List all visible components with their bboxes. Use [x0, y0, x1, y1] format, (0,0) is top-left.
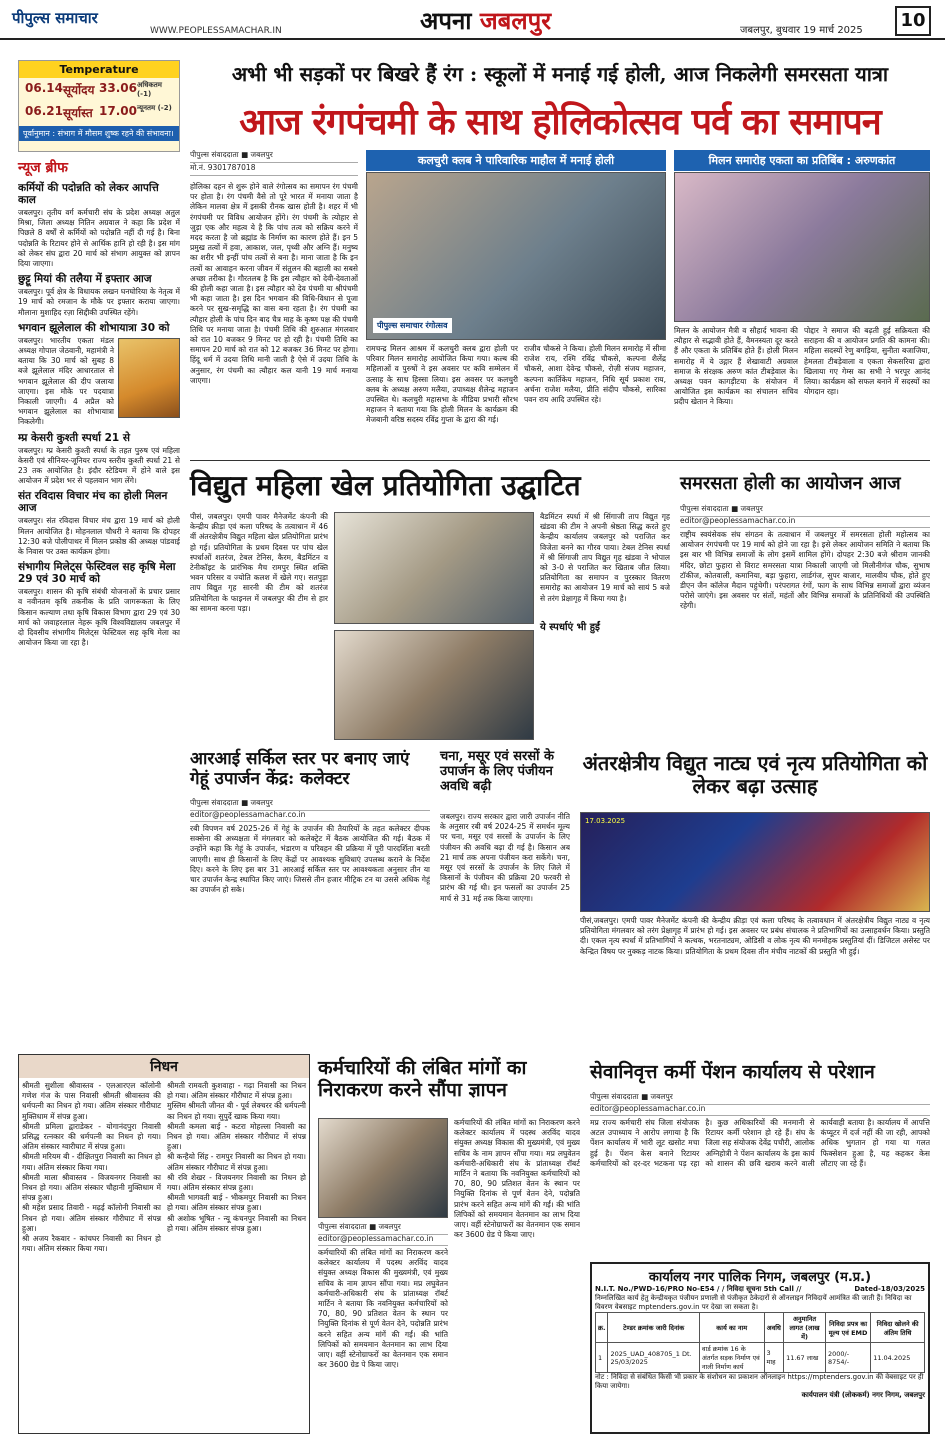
photo-caption-4: पोद्दार ने समाज की बढ़ती हुई सक्रियता की सराहना की व आयोजन प्रगति की कामना की। महिला सदस्यों रेणु बगड़िया, सुनीता बजाजिया, हेमलता टीबड़ेवाला व एकता सेकसरिया द्वारा खिलाया गए गेम्स का सभी ने भरपूर आनंद लिया। कार्यक्रम को सफल बनाने में सदस्यों का योगदान रहा। [804, 326, 930, 397]
pension-byline: पीपुल्स संवाददाता ■ जबलपुर [590, 1092, 930, 1105]
dateline: जबलपुर, बुधवार 19 मार्च 2025 [740, 25, 863, 36]
masthead [0, 0, 945, 40]
tender-cell: 2000/- 8754/- [825, 1343, 870, 1373]
tender-col: क्र. [596, 1313, 608, 1343]
weather-title: Temperature [19, 61, 179, 78]
brief-title[interactable]: संत रविदास विचार मंच का होली मिलन आज [18, 490, 168, 515]
photo-band-1: कलचुरी क्लब ने पारिवारिक माहौल में मनाई होली [366, 150, 666, 171]
table-row [596, 1343, 925, 1373]
sunrise-label: सूर्योदय [62, 83, 95, 97]
tender-col: टेण्डर क्रमांक जारी दिनांक [608, 1313, 699, 1343]
obituary-item: श्री कन्हैयो सिंह - रामपुर निवासी का निधन हो गया। अंतिम संस्कार गौरीघाट में संपन्न हुआ। [167, 1152, 306, 1172]
weather-row-sunrise [19, 78, 179, 101]
workers-byline: पीपुल्स संवाददाता ■ जबलपुर [318, 1222, 448, 1235]
news-brief-label: न्यूज ब्रीफ [18, 160, 68, 176]
tender-header-row [596, 1313, 925, 1343]
wheat-email[interactable]: editor@peoplessamachar.co.in [190, 810, 430, 822]
obituary-list [19, 1078, 309, 1428]
pension-headline[interactable]: सेवानिवृत्त कर्मी पेंशन कार्यालय से परेशान [590, 1061, 875, 1083]
brief-text: जबलपुर। म्प्र केसरी कुश्ती स्पर्धा के तहत पुरुष एवं महिला केसरी एवं सीनियर-जूनियर राज्य स्तरीय कुश्ती स्पर्धा 21 से 23 तक आयोजित है। इंदौर स्टेडियम में होने वाले इस आयोजन में प्रदेश भर से पहलवान भाग लेंगे। [18, 445, 180, 486]
pension-email[interactable]: editor@peoplessamachar.co.in [590, 1104, 930, 1116]
newspaper-logo[interactable]: पीपुल्स समाचार [12, 9, 98, 27]
tender-cell: 1 [596, 1343, 608, 1373]
section-title-a: अपना [420, 6, 472, 35]
wheat-headline[interactable]: आरआई सर्किल स्तर पर बनाए जाएं गेहूं उपार्जन केंद्र: कलेक्टर [190, 749, 410, 789]
lead-mobile: मो.नं. 9301787018 [190, 163, 358, 176]
sunrise-time: 06.14 [25, 81, 63, 95]
workers-email[interactable]: editor@peoplessamachar.co.in [318, 1234, 448, 1246]
samrasta-headline[interactable]: समरसता होली का आयोजन आज [680, 473, 901, 494]
sports-body: पीसं, जबलपुर। एमपी पावर मैनेजमेंट कंपनी की केन्द्रीय क्रीड़ा एवं कला परिषद के तत्वाधान में 46 वीं अंतरक्षेत्रीय विद्युत महिला खेल प्रतियोगिता प्रारंभ हो गई। प्रतियोगिता के प्रथम दिवस पर पांच खेल स्पर्धाओं शतरंज, टेबल टेनिस, कैरम, बैडमिंटन व टेनीकॉइट के प्रारंभिक मैच रामपुर स्थित शक्ति भवन परिसर व ज्योति कलश में खेले गए। सतपुड़ा ताप विद्युत गृह सारनी की टीम को शतरंज प्रतियोगिता के फाइनल में जबलपुर की टीम से हार का सामना करना पड़ा। [190, 512, 328, 613]
tender-table [595, 1312, 925, 1373]
lead-kicker: अभी भी सड़कों पर बिखरे हैं रंग : स्कूलों में मनाई गई होली, आज निकलेगी समरसता यात्रा [231, 62, 889, 86]
weather-forecast: पूर्वानुमान : संभाग में मौसम शुष्क रहने की संभावना। [19, 126, 179, 141]
drama-headline[interactable]: अंतरक्षेत्रीय विद्युत नाट्य एवं नृत्य प्रतियोगिता को लेकर बढ़ा उत्साह [582, 751, 928, 798]
weather-box [18, 60, 180, 152]
tender-ref: N.I.T. No./PWD-16/PRO No-E54 / / निविदा सूचना 5th Call // [595, 1285, 802, 1293]
lead-body: होलिका दहन से शुरू होने वाले रंगोत्सव का समापन रंग पंचमी पर होता है। रंग पंचमी वैसे तो पूरे भारत में मनाया जाता है लेकिन मालवा क्षेत्र में इसकी रौनक खास होती है। शहर में भी रंगपंचमी पर विविध आयोजन होंगे। रंग पंचमी के त्योहार से जुड़ा एक और महत्व ये है कि पांच तत्व को सक्रिय करने में मदद करता है जो ब्रह्मांड के निर्माण का कारण होते हैं। इन 5 प्रमुख तत्वों में हवा, आकाश, जल, पृथ्वी और अग्नि हैं। मनुष्य का शरीर भी इन्हीं पांच तत्वों से बना है। माना जाता है कि इन तत्वों का आवाहन करना जीवन में संतुलन की बहाली का सबसे अच्छा तरीका है। गौरतलब है कि इस त्यौहार को देवी-देवताओं की होली कहा जाता है। इस त्यौहार को देव पंचमी या श्रीपंचमी भी कहा जाता है। इस दिन भगवान की विधि-विधान से पूजा करने पर सुख-समृद्धि का वास बना रहता है। रंग पंचमी का त्यौहार होली के पांच दिन बाद चैत्र माह के कृष्ण पक्ष की पंचमी तिथि पर मनाया जाता है। पंचमी तिथि की शुरुआत मंगलवार को रात 10 बजकर 9 मिनट पर हो रही है। पंचमी तिथि का समापन 20 मार्च को रात को 12 बजकर 36 मिनट पर होगा। हिंदू धर्म में उदया तिथि मानी जाती है ऐसे में उदया तिथि के अनुसार, रंग पंचमी का त्यौहार कल यानी 19 मार्च मनाया जाएगा। [190, 182, 358, 385]
divider [190, 460, 930, 461]
tender-col: अवधि [764, 1313, 784, 1343]
tender-footer: नोट : निविदा से संबंधित किसी भी प्रकार के संशोधन का प्रकाशन ऑनलाइन https://mptenders.gov.in की वेबसाइट पर ही किया जायेगा। [595, 1373, 924, 1390]
tender-col: कार्य का नाम [699, 1313, 764, 1343]
website-link[interactable]: WWW.PEOPLESSAMACHAR.IN [150, 26, 282, 36]
section-title-b: जबलपुर [479, 6, 552, 35]
tender-date: Dated-18/03/2025 [854, 1285, 925, 1293]
brief-title[interactable]: म्प्र केसरी कुश्ती स्पर्धा 21 से [18, 431, 130, 444]
tender-cell: 2025_UAD_408705_1 Dt. 25/03/2025 [608, 1343, 699, 1373]
inauguration-photo [334, 630, 534, 740]
brief-title[interactable]: छुट्टू मियां की तलैया में इफ्तार आज [18, 273, 152, 286]
obituary-item: श्रीमती सुशीला श्रीवास्तव - एलआरएल कॉलोनी गणेश गंज के पास निवासी श्रीमती श्रीवास्तव की धर्मपत्नी का निधन हो गया। अंतिम संस्कार गौरीघाट मुक्तिधाम में संपन्न हुआ। [22, 1081, 161, 1121]
weather-row-sunset [19, 101, 179, 124]
tender-col: अनुमानित लागत (लाख में) [784, 1313, 826, 1343]
max-temp: 33.06 [99, 81, 137, 95]
obituary-item: मुस्लिम श्रीमती जीनत बी - पूर्व लेक्चरर की धर्मपत्नी का निधन हो गया। सुपुर्दे खाक किया गया। [167, 1101, 307, 1121]
obituary-item: श्रीमती प्रमिला द्वाराडेकर - योगानंदपुरा निवासी प्रसिद्ध रत्नकार की धर्मपत्नी का निधन हो गया। अंतिम संस्कार ग्वारीघाट में संपन्न हुआ। [22, 1121, 161, 1152]
lead-byline: पीपुल्स संवाददाता ■ जबलपुर [190, 150, 358, 163]
lead-byline-block [190, 150, 358, 176]
memorandum-photo [318, 1118, 448, 1218]
tender-cell: 3 माह [764, 1343, 784, 1373]
brief-text: जबलपुर। पूर्व क्षेत्र के विधायक लखन घनघोरिया के नेतृत्व में 19 मार्च को रमजान के मौके पर इफ्तार कराया जाएगा। मौलाना मुशाहिद रज़ा सिद्दीकी उपस्थित रहेंगे। [18, 287, 180, 317]
obituary-item: श्री अशोक भूषित - न्यू कंचनपुर निवासी का निधन हो गया। अंतिम संस्कार संपन्न हुआ। [167, 1213, 306, 1233]
brief-text: जबलपुर। संत रविदास विचार मंच द्वारा 19 मार्च को होली मिलन आयोजित है। मोहनलाल चौधरी ने बताया कि दोपहर 12:30 बजे पोलीपाथर में मिलन प्रकोष्ठ की अध्यक्ष पांडवाई के निवास पर उक्त कार्यक्रम होगा। [18, 516, 180, 557]
photo-band-2: मिलन समारोह एकता का प्रतिबिंब : अरुणकांत [674, 150, 930, 171]
wheat-byline: पीपुल्स संवाददाता ■ जबलपुर [190, 798, 430, 811]
sports-subhead: ये स्पर्धाएं भी हुईं [540, 622, 600, 633]
chana-headline[interactable]: चना, मसूर एवं सरसों के उपार्जन के लिए पंजीयन अवधि बढ़ी [440, 749, 555, 794]
obituary-item: श्री महेश प्रसाद तिवारी - मढ़ई कॉलोनी निवासी का निधन हो गया। अंतिम संस्कार गौरीघाट में संपन्न हुआ। [22, 1203, 161, 1233]
tender-org: कार्यालय नगर पालिक निगम, जबलपुर (म.प्र.) [648, 1270, 872, 1285]
obituary-item: श्रीमती रामवती कुशवाहा - गढ़ा निवासी का निधन हो गया। अंतिम संस्कार गौरीघाट में संपन्न हुआ। [167, 1081, 306, 1101]
samrasta-email[interactable]: editor@peoplessamachar.co.in [680, 516, 930, 528]
photo-caption-1: रामचन्द्र मिलन आश्रम में कलचुरी क्लब द्वारा होली पर परिवार मिलन समारोह आयोजित किया गया। कल्ब की महिलाओं व पुरुषों ने इस अवसर पर कवि सम्मेलन में उत्साह के साथ हिस्सा लिया। इस अवसर पर कलचुरी क्लब के अध्यक्ष अरुण मलैया, उपाध्यक्ष शैलेन्द्र महाजन उपस्थित थे। कलचुरी महासभा के मीडिया प्रभारी सौरभ महाजन ने बताया गया कि होली मिलन के कार्यक्रम की मेजबानी वरिष्ठ सदस्य रविंद्र गुप्ता के द्वारा की गई। [366, 344, 518, 425]
obituary-item: श्री रवि शेखर - विजयनगर निवासी का निधन हो गया। अंतिम संस्कार संपन्न हुआ। [167, 1172, 306, 1193]
tender-cell: 11.04.2025 [871, 1343, 925, 1373]
sports-headline[interactable]: विद्युत महिला खेल प्रतियोगिता उद्घाटित [190, 469, 581, 502]
brief-title[interactable]: कर्मियों की पदोन्नति को लेकर आपत्ति काल [18, 182, 159, 206]
chess-photo [334, 512, 534, 624]
samrasta-byline: पीपुल्स संवाददाता ■ जबलपुर [680, 504, 930, 517]
brief-text: जबलपुर। तृतीय वर्ग कर्मचारी संघ के प्रदेश अध्यक्ष अतुल मिश्रा, जिला अध्यक्ष नितिन अग्रवाल ने कहा कि प्रदेश में पिछले 8 वर्षों से कर्मियों को पदोन्नति नहीं दी गई है। बिना पदोन्नति के रिटायर होने से आर्थिक हानि हो रही है। इस मांग को लेकर संघ द्वारा 20 मार्च को संभाग आयुक्त को ज्ञापन दिया जाएगा। [18, 208, 180, 269]
brief-title[interactable]: संभागीय मिलेट्स फेस्टिवल सह कृषि मेला 29 एवं 30 मार्च को [18, 561, 176, 586]
samrasta-body: राष्ट्रीय स्वयंसेवक संघ संगठन के तत्वाधान में जबलपुर में समरसता होली महोत्सव का आयोजन रंगपंचमी पर 19 मार्च को होने जा रहा है। इसे लेकर आयोजन समिति ने बताया कि इस बार भी विभिन्न समाजों के लोग इसमें शामिल होंगे। दोपहर 2:30 बजे श्रीराम जानकी मंदिर, छोटा फुहारा से विराट समरसता यात्रा निकाली जाएगी जो मिलौनीगंज चौक, सुभाष टॉकीज, कोतवाली, कमानिया, बड़ा फुहारा, लार्डगंज, सुपर बाजार, मालवीय चौक, होते हुए डीएन जैन कॉलेज मैदान पहुंचेगी। परंपरागत रंगों, फाग के साथ विभिन्न समाजों द्वारा व्यंजन परोसे जाएंगे। इस अवसर पर संतों, महंतों और विभिन्न समाजों के प्रतिनिधियों की उपस्थिति रहेगी। [680, 530, 930, 611]
brief-text: जबलपुर। भारतीय एकता मंडल अध्यक्ष गोपाल जेठवानी, महामंत्री ने बताया कि 30 मार्च को सुबह 8 बजे झूलेलाल मंदिर आधारताल से भगवान झूलेलाल की दीप जलाया जाएगा। इस मौके पर पदयात्रा निकाली जाएगी। 4 अप्रैल को भगवान झूलेलाल का शोभायात्रा निकलेगी। [18, 335, 114, 427]
obituary-item: श्रीमती भागवती बाई - भीकमपुर निवासी का निधन हो गया। अंतिम संस्कार संपन्न हुआ। [167, 1193, 306, 1213]
photo-caption-2: राजीव चौकसे ने किया। होली मिलन समारोह में सीमा राजेश राय, रश्मि रविंद्र चौकसे, कल्पना शैलेंद्र चौकसे, आशा देवेन्द्र चौकसे, रोज़ी संजय महाजन, कल्पना कार्तिकेय महाजन, निधि सूर्य प्रकाश राय, अर्चना राजेश मलैया, प्रीति संदीप चौकसे, सारिका पवन राय आदि उपस्थित रहे। [524, 344, 666, 405]
news-brief-column [18, 178, 180, 1048]
tender-col: निविदा खोलने की अंतिम तिथि [871, 1313, 925, 1343]
sunset-time: 06.21 [25, 104, 63, 118]
obituary-item: श्रीमती माला श्रीवास्तव - विजयनगर निवासी का निधन हो गया। अंतिम संस्कार चौहानी मुक्तिधाम में संपन्न हुआ। [22, 1172, 161, 1203]
min-temp: 17.00 [99, 104, 137, 118]
brief-title[interactable]: भगवान झूलेलाल की शोभायात्रा 30 को [18, 321, 170, 334]
tender-cell: 11.67 लाख [784, 1343, 826, 1373]
tender-ref-row [595, 1285, 925, 1294]
page-number: 10 [895, 6, 931, 36]
chana-body: जबलपुर। राज्य सरकार द्वारा जारी उपार्जन नीति के अनुसार रबी वर्ष 2024-25 में समर्थन मूल्य पर चना, मसूर एवं सरसों के उपार्जन के लिए पंजीयन की अवधि बढ़ा दी गई है। किसान अब 21 मार्च तक अपना पंजीयन करा सकेंगे। चना, मसूर एवं सरसों के उपार्जन के लिए जिले में किसानों के पंजीयन की प्रक्रिया 20 फरवरी से प्रारंभ की गई थी। इन फसलों का उपार्जन 25 मार्च से 31 मई तक किया जाएगा। [440, 812, 570, 903]
obituary-item: श्रीमती कमला बाई - कटरा मोहल्ला निवासी का निधन हो गया। अंतिम संस्कार गौरीघाट में संपन्न हुआ। [167, 1121, 306, 1152]
sunset-label: सूर्यास्त [62, 106, 93, 120]
lead-headline[interactable]: आज रंगपंचमी के साथ होलिकोत्सव पर्व का समापन [239, 101, 881, 143]
workers-body-1: कर्मचारियों की लंबित मांगों का निराकरण करने कलेक्टर कार्यालय में पदस्थ अरविंद यादव संयुक्त अध्यक्ष विकास की मुख्यमंत्री, एवं मुख्य सचिव के नाम ज्ञापन सौंपा गया। मप्र लघुवेतन कर्मचारी-अधिकारी संघ के प्रांताध्यक्ष रॉबर्ट मार्टिन ने बताया कि नवनियुक्त कर्मचारियों को 70, 80, 90 प्रतिशत वेतन के स्थान पर नियुक्ति दिनांक से पूर्ण वेतन देने, पदोन्नति प्रारंभ करने सहित अन्य मांगें की गईं। की भांति लिपिकों को समयमान वेतनमान का लाभ दिया जाए। वहीं स्टेनोग्राफरों का वेतनमान एक समान कर 3600 ग्रेड पे किया जाए। [318, 1248, 448, 1370]
obituary-item: श्रीमती मरियम बी - दीक्षितपुरा निवासी का निधन हो गया। अंतिम संस्कार किया गया। [22, 1152, 161, 1172]
workers-body-2: कर्मचारियों की लंबित मांगों का निराकरण करने कलेक्टर कार्यालय में पदस्थ अरविंद यादव संयुक्त अध्यक्ष विकास की मुख्यमंत्री, एवं मुख्य सचिव के नाम ज्ञापन सौंपा गया। मप्र लघुवेतन कर्मचारी-अधिकारी संघ के प्रांताध्यक्ष रॉबर्ट मार्टिन ने बताया कि नवनियुक्त कर्मचारियों को 70, 80, 90 प्रतिशत वेतन के स्थान पर नियुक्ति दिनांक से पूर्ण वेतन देने, पदोन्नति प्रारंभ करने सहित अन्य मांगें की गईं। की भांति लिपिकों को समयमान वेतनमान का लाभ दिया जाए। वहीं स्टेनोग्राफरों का वेतनमान एक समान कर 3600 ग्रेड पे किया जाए। [454, 1118, 580, 1240]
max-temp-label: अधिकतम (-1) [136, 81, 162, 98]
kalchuri-club-photo [366, 172, 666, 340]
pension-body: मप्र राज्य कर्मचारी संघ जिला संयोजक अटल उपाध्याय ने आरोप लगाया है कि पेंशन कार्यालय में भारी लूट खसोट मचा हुई है। पेंशन केस बनाने रिटायर कर्मचारियों को दर-दर भटकना पड़ रहा है। कुछ अधिकारियों की मनमानी से रिटायर कर्मी परेशान हो रहे हैं। संघ के जिला सह संयोजक देवेंद्र पचौरी, आलोक अग्निहोत्री ने पेंशन कार्यालय के इस कार्य को शासन की छवि खराब करने वाली कार्यवाही बताया है। कार्यालय में आपत्ति कंप्यूटर में दर्ज नहीं की जा रही, आपको अधिक भुगतान हो गया या गलत फिक्सेशन हुआ है, यह कहकर केस लौटाए जा रहे हैं। [590, 1118, 930, 1168]
jhulelal-image [118, 338, 180, 418]
sports-body-2: बैडमिंटन स्पर्धा में श्री सिंगाजी ताप विद्युत गृह खंडवा की टीम ने अपनी श्रेष्ठता सिद्ध करते हुए केन्द्रीय कार्यालय जबलपुर को पराजित कर विजेता बनने का गौरव पाया। टेबल टेनिस स्पर्धा में श्री सिंगाजी ताप विद्युत गृह खंडवा ने भोपाल को 3-0 से पराजित कर खिताब जीत लिया। प्रतियोगिता का समापन व पुरस्कार वितरण समारोह का आयोजन 19 मार्च को सायं 5 बजे से तरंग प्रेक्षागृह में किया गया है। [540, 512, 670, 603]
obituary-item: श्री अजय रैकवार - कांचघर निवासी का निधन हो गया। अंतिम संस्कार किया गया। [22, 1234, 161, 1254]
workers-headline[interactable]: कर्मचारियों की लंबित मांगों का निराकरण करने सौंपा ज्ञापन [318, 1057, 527, 1101]
dance-photo [580, 812, 930, 912]
tender-col: निविदा प्रपत्र का मूल्य एवं EMD [825, 1313, 870, 1343]
wheat-body: रबी विपणन वर्ष 2025-26 में गेहूं के उपार्जन की तैयारियों के तहत कलेक्टर दीपक सक्सेना की अध्यक्षता में मंगलवार को कलेक्ट्रेट में बैठक आयोजित की गई। बैठक में उन्होंने कहा कि गेहूं के उपार्जन, भंडारण व परिवहन की प्रक्रिया में पूरी पारदर्शिता बरती जाएगी। साथ ही किसानों के लिए केंद्रों पर आवश्यक सुविधाएं उपलब्ध कराने के निर्देश दिए। करने के लिए इस बार 31 आरआई सर्किल स्तर पर आवश्यकता अनुसार तीन या चार उपार्जन केन्द्र स्थापित किए जाएं। जिससे तीन हजार मीट्रिक टन या उससे अधिक गेहूं का उपार्जन हो सके। [190, 824, 430, 895]
min-temp-label: न्यूनतम (-2) [136, 104, 172, 112]
obituary-box [18, 1054, 310, 1434]
photo-caption-3: मिलन के आयोजन मैत्री व सौहार्द भावना की त्यौहार से सद्भावी होते हैं, वैमनस्यता दूर करते हैं और एकता के प्रतिबिंब होते हैं। होली मिलन समारोह में ये उद्गार हैं शेखावाटी अग्रवाल समाज के संरक्षक अरुण कांत टीबड़ेवाल के। अध्यक्ष पवन कागड़ीटया के संयोजन में आयोजित इस कार्यक्रम का संचालन सचिव प्रदीप खेतान ने किया। [674, 326, 798, 407]
tender-intro: निम्नलिखित कार्य हेतु केन्द्रीयकृत पंजीयन प्रणाली से पंजीकृत ठेकेदारों से ऑनलाइन निविदायें आमंत्रित की जाती हैं। निविदा का विवरण वेबसाइट mptenders.gov.in पर देखा जा सकता है। [595, 1294, 912, 1311]
drama-body: पीसं,जबलपुर। एमपी पावर मैनेजमेंट कंपनी की केन्द्रीय क्रीड़ा एवं कला परिषद के तत्वावधान में अंतरक्षेत्रीय विद्युत नाट्य व नृत्य प्रतियोगिता मंगलवार को तरंग प्रेक्षागृह में प्रारंभ हो गई। इस अवसर पर प्रबंध संचालक ने प्रतिभागियों का उत्साहवर्धन किया। प्रस्तुति दी। एकल नृत्य स्पर्धा में प्रतिभागियों ने कत्थक, भरतनाट्यम, ओडिसी व लोक नृत्य की मनमोहक प्रस्तुतियां दीं। डिजिटल असेस्ट पर केन्द्रित विषय पर नुक्कड़ नाटक किया। प्रतियोगिता के प्रथम दिवस तीन मंचीय नाटकों की प्रस्तुति भी हुई। [580, 916, 930, 956]
photo-date: 17.03.2025 [585, 817, 626, 825]
obituary-title: निधन [19, 1055, 309, 1078]
tender-signature: कार्यपालन यंत्री (लोककर्म) नगर निगम, जबलपुर [801, 1391, 925, 1399]
photo-tag: पीपुल्स समाचार रंगोत्सव [373, 318, 452, 333]
brief-text: जबलपुर। शासन की कृषि संबंधी योजनाओं के प्रचार प्रसार व नवीनतम कृषि तकनीक के प्रति जागरूकता के लिए किसान कल्याण तथा कृषि विकास विभाग द्वारा 29 एवं 30 मार्च को जवाहरलाल नेहरू कृषि विश्वविद्यालय जबलपुर में दो दिवसीय संभागीय मिलेट्स फेस्टिवल सह कृषि मेला का आयोजन किया जा रहा है। [18, 587, 180, 648]
tender-cell: वार्ड क्रमांक 16 के अंतर्गत सड़क निर्माण एवं नाली निर्माण कार्य [699, 1343, 764, 1373]
milan-samaroh-photo [674, 172, 930, 322]
tender-ad[interactable] [590, 1262, 930, 1434]
section-title [420, 4, 551, 37]
